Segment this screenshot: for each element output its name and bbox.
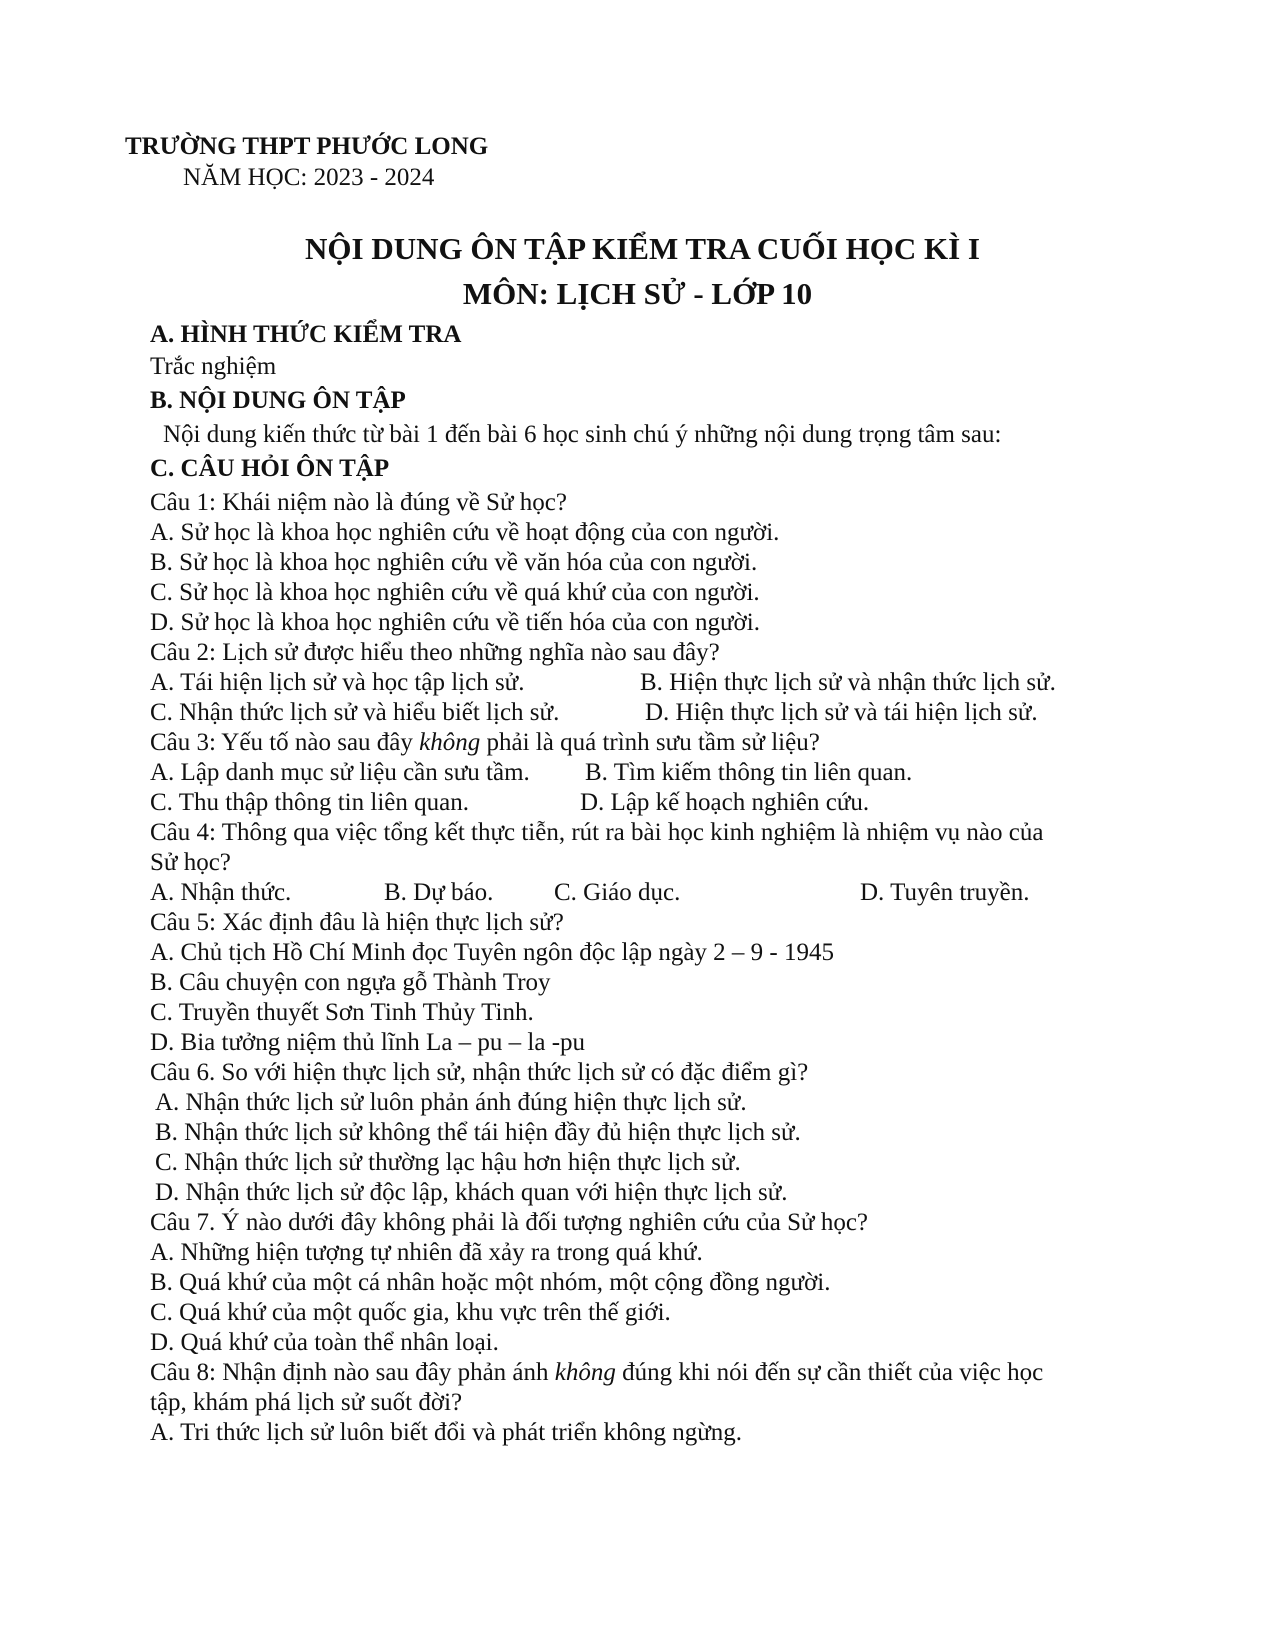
question-3-option-b: B. Tìm kiếm thông tin liên quan. bbox=[585, 759, 913, 786]
question-6-option-a: A. Nhận thức lịch sử luôn phản ánh đúng hiện thực lịch sử. bbox=[155, 1089, 747, 1116]
question-8-stem-line-1 bbox=[150, 1358, 1043, 1388]
question-4-option-b: B. Dự báo. bbox=[384, 879, 494, 906]
question-5-option-c: C. Truyền thuyết Sơn Tinh Thủy Tinh. bbox=[150, 999, 534, 1026]
question-4-option-d: D. Tuyên truyền. bbox=[860, 879, 1030, 906]
question-3-stem-after: phải là quá trình sưu tầm sử liệu? bbox=[480, 729, 820, 756]
question-5-option-a: A. Chủ tịch Hồ Chí Minh đọc Tuyên ngôn độc lập ngày 2 – 9 - 1945 bbox=[150, 939, 835, 966]
question-5-stem: Câu 5: Xác định đâu là hiện thực lịch sử? bbox=[150, 909, 564, 936]
question-2-option-c: C. Nhận thức lịch sử và hiểu biết lịch sử. bbox=[150, 699, 560, 726]
question-4-stem-line-2: Sử học? bbox=[150, 849, 231, 876]
section-a-heading: A. HÌNH THỨC KIỂM TRA bbox=[150, 321, 462, 348]
question-1-stem: Câu 1: Khái niệm nào là đúng về Sử học? bbox=[150, 489, 567, 516]
question-3-stem-before: Câu 3: Yếu tố nào sau đây bbox=[150, 729, 420, 756]
question-8-option-a: A. Tri thức lịch sử luôn biết đổi và phát triển không ngừng. bbox=[150, 1419, 743, 1446]
question-5-option-d: D. Bia tưởng niệm thủ lĩnh La – pu – la -pu bbox=[150, 1029, 586, 1056]
document-subtitle: MÔN: LỊCH SỬ - LỚP 10 bbox=[462, 276, 813, 311]
question-8-stem-line-2: tập, khám phá lịch sử suốt đời? bbox=[150, 1389, 463, 1416]
school-year: NĂM HỌC: 2023 - 2024 bbox=[183, 164, 435, 191]
question-7-option-a: A. Những hiện tượng tự nhiên đã xảy ra trong quá khứ. bbox=[150, 1239, 703, 1266]
question-6-option-d: D. Nhận thức lịch sử độc lập, khách quan với hiện thực lịch sử. bbox=[155, 1179, 788, 1206]
document-title: NỘI DUNG ÔN TẬP KIỂM TRA CUỐI HỌC KÌ I bbox=[305, 231, 980, 266]
question-3-option-d: D. Lập kế hoạch nghiên cứu. bbox=[580, 789, 870, 816]
question-7-option-d: D. Quá khứ của toàn thể nhân loại. bbox=[150, 1329, 499, 1356]
section-b-text: Nội dung kiến thức từ bài 1 đến bài 6 học sinh chú ý những nội dung trọng tâm sau: bbox=[163, 421, 1002, 448]
question-2-option-b: B. Hiện thực lịch sử và nhận thức lịch sử. bbox=[640, 669, 1056, 696]
question-3-stem-emphasis: không bbox=[419, 729, 481, 756]
question-1-option-c: C. Sử học là khoa học nghiên cứu về quá khứ của con người. bbox=[150, 579, 760, 606]
section-b-heading: B. NỘI DUNG ÔN TẬP bbox=[150, 387, 406, 414]
question-4-option-a: A. Nhận thức. bbox=[150, 879, 292, 906]
question-3-option-c: C. Thu thập thông tin liên quan. bbox=[150, 789, 469, 816]
question-2-stem: Câu 2: Lịch sử được hiểu theo những nghĩa nào sau đây? bbox=[150, 639, 720, 666]
question-3-stem bbox=[150, 728, 820, 758]
question-3-option-a: A. Lập danh mục sử liệu cần sưu tầm. bbox=[150, 759, 530, 786]
section-a-text: Trắc nghiệm bbox=[150, 353, 277, 380]
question-4-option-c: C. Giáo dục. bbox=[554, 879, 681, 906]
question-4-stem-line-1: Câu 4: Thông qua việc tổng kết thực tiễn, rút ra bài học kinh nghiệm là nhiệm vụ nào của bbox=[150, 819, 1044, 846]
question-6-stem: Câu 6. So với hiện thực lịch sử, nhận thức lịch sử có đặc điểm gì? bbox=[150, 1059, 809, 1086]
question-7-stem: Câu 7. Ý nào dưới đây không phải là đối tượng nghiên cứu của Sử học? bbox=[150, 1209, 869, 1236]
question-5-option-b: B. Câu chuyện con ngựa gỗ Thành Troy bbox=[150, 969, 551, 996]
question-7-option-c: C. Quá khứ của một quốc gia, khu vực trên thế giới. bbox=[150, 1299, 671, 1326]
question-7-option-b: B. Quá khứ của một cá nhân hoặc một nhóm, một cộng đồng người. bbox=[150, 1269, 831, 1296]
question-2-option-d: D. Hiện thực lịch sử và tái hiện lịch sử. bbox=[645, 699, 1038, 726]
question-6-option-c: C. Nhận thức lịch sử thường lạc hậu hơn hiện thực lịch sử. bbox=[155, 1149, 741, 1176]
question-2-option-a: A. Tái hiện lịch sử và học tập lịch sử. bbox=[150, 669, 525, 696]
question-6-option-b: B. Nhận thức lịch sử không thể tái hiện đầy đủ hiện thực lịch sử. bbox=[155, 1119, 801, 1146]
question-1-option-a: A. Sử học là khoa học nghiên cứu về hoạt động của con người. bbox=[150, 519, 780, 546]
question-1-option-b: B. Sử học là khoa học nghiên cứu về văn hóa của con người. bbox=[150, 549, 758, 576]
section-c-heading: C. CÂU HỎI ÔN TẬP bbox=[150, 455, 390, 482]
question-8-stem-after: đúng khi nói đến sự cần thiết của việc học bbox=[615, 1359, 1044, 1386]
question-1-option-d: D. Sử học là khoa học nghiên cứu về tiến hóa của con người. bbox=[150, 609, 760, 636]
question-8-stem-before: Câu 8: Nhận định nào sau đây phản ánh bbox=[150, 1359, 555, 1386]
school-name: TRƯỜNG THPT PHƯỚC LONG bbox=[125, 133, 489, 160]
question-8-stem-emphasis: không bbox=[554, 1359, 616, 1386]
